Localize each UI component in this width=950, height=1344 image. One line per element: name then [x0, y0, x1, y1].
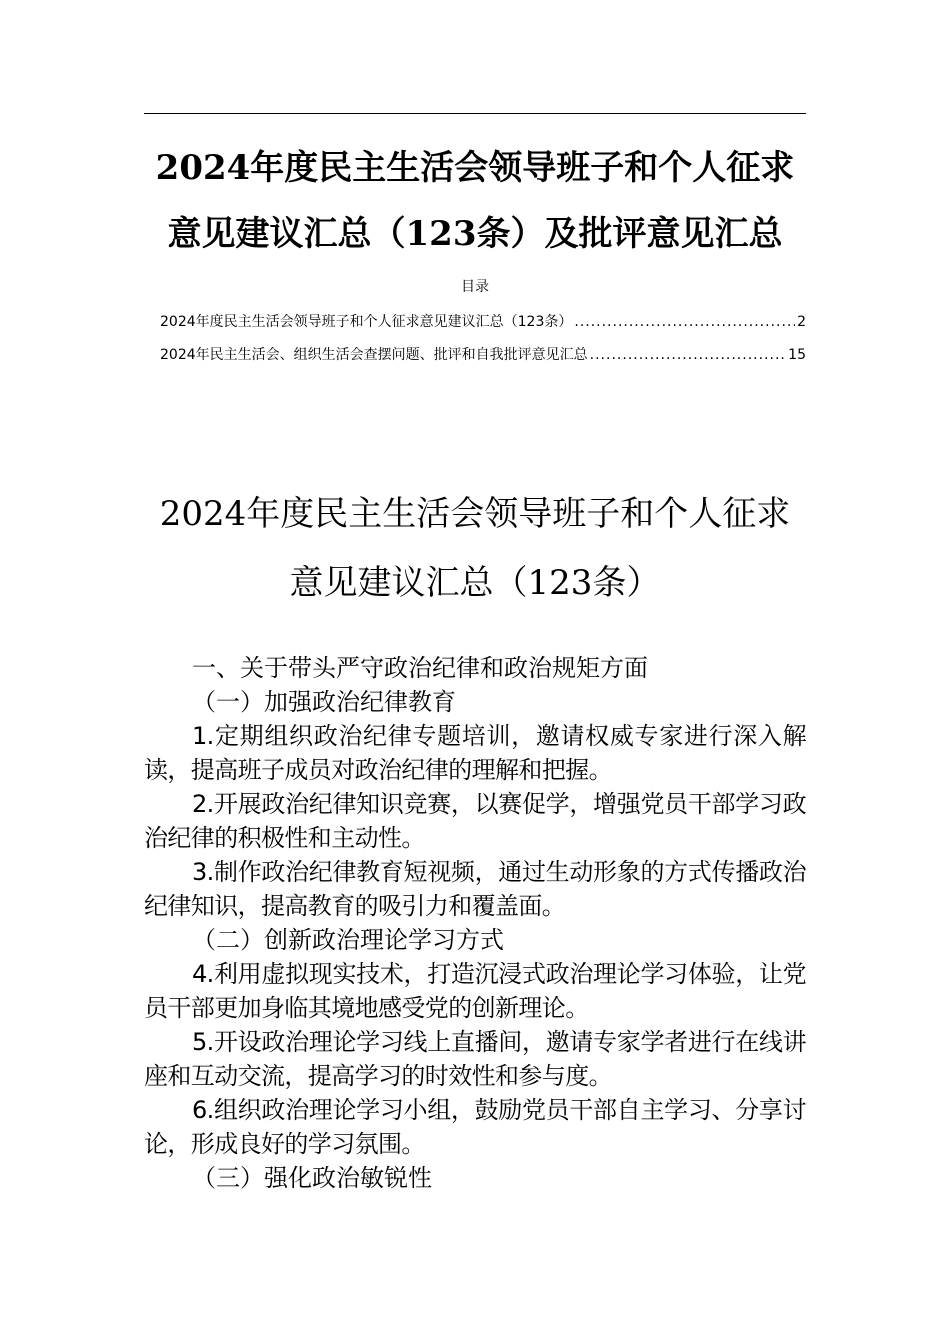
subsection-heading: （一）加强政治纪律教育: [192, 688, 456, 716]
top-divider: [144, 113, 806, 114]
section-title-line-2: 意见建议汇总（123条）: [289, 563, 661, 603]
subsection-heading: （三）强化政治敏锐性: [192, 1164, 432, 1192]
toc-entry-page: 2: [797, 314, 806, 330]
body-paragraph: 2.开展政治纪律知识竞赛，以赛促学，增强党员干部学习政治纪律的积极性和主动性。: [144, 790, 806, 852]
body-paragraph: 5.开设政治理论学习线上直播间，邀请专家学者进行在线讲座和互动交流，提高学习的时效性和参与度。: [144, 1028, 806, 1090]
document-title-line-1: 2024年度民主生活会领导班子和个人征求: [155, 148, 795, 188]
toc-heading: 目录: [461, 279, 489, 295]
subsection-heading: （二）创新政治理论学习方式: [192, 926, 504, 954]
body-paragraph: 4.利用虚拟现实技术，打造沉浸式政治理论学习体验，让党员干部更加身临其境地感受党的创新理论。: [144, 960, 806, 1022]
body-paragraph: 3.制作政治纪律教育短视频，通过生动形象的方式传播政治纪律知识，提高教育的吸引力和覆盖面。: [144, 858, 806, 920]
toc-entry-page: 15: [788, 347, 806, 363]
toc-entry[interactable]: [160, 312, 806, 332]
toc-dot-leader: [574, 312, 795, 332]
toc-entry-text: 2024年民主生活会、组织生活会查摆问题、批评和自我批评意见汇总: [160, 347, 588, 363]
body-content: [144, 651, 806, 1195]
section-title-line-1: 2024年度民主生活会领导班子和个人征求: [159, 494, 791, 534]
document-title-line-2: 意见建议汇总（123条）及批评意见汇总: [167, 214, 783, 254]
section-heading: 一、关于带头严守政治纪律和政治规矩方面: [192, 654, 648, 682]
toc-entry[interactable]: [160, 345, 806, 365]
toc-dot-leader: [590, 345, 787, 365]
body-paragraph: 6.组织政治理论学习小组，鼓励党员干部自主学习、分享讨论，形成良好的学习氛围。: [144, 1096, 806, 1158]
body-paragraph: 1.定期组织政治纪律专题培训，邀请权威专家进行深入解读，提高班子成员对政治纪律的理解和把握。: [144, 722, 806, 784]
toc-entry-text: 2024年度民主生活会领导班子和个人征求意见建议汇总（123条）: [160, 314, 573, 330]
